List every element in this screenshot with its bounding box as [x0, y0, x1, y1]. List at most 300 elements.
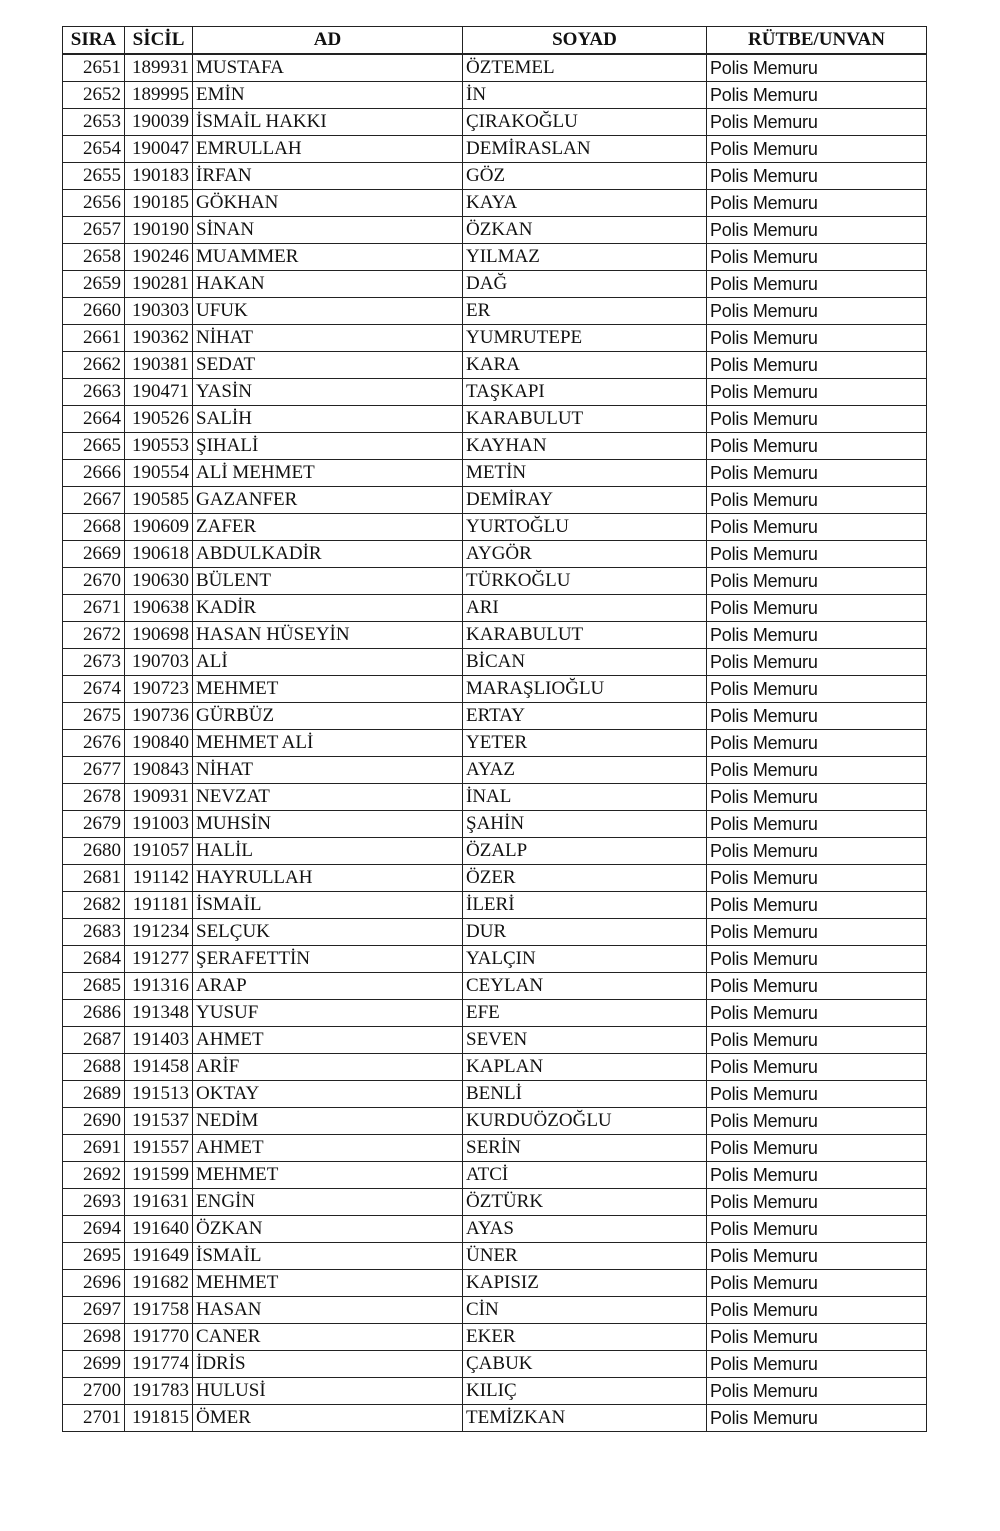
soyad-cell: YILMAZ [463, 244, 707, 271]
rutbe-cell: Polis Memuru [707, 757, 927, 784]
rutbe-cell: Polis Memuru [707, 676, 927, 703]
soyad-cell: ÇABUK [463, 1351, 707, 1378]
rutbe-cell: Polis Memuru [707, 325, 927, 352]
ad-cell: YUSUF [193, 1000, 463, 1027]
rutbe-cell: Polis Memuru [707, 1270, 927, 1297]
soyad-cell: CİN [463, 1297, 707, 1324]
table-row [63, 703, 927, 730]
sira-cell: 2673 [63, 649, 125, 676]
table-row [63, 1405, 927, 1432]
ad-cell: İSMAİL HAKKI [193, 109, 463, 136]
sira-cell: 2694 [63, 1216, 125, 1243]
soyad-cell: CEYLAN [463, 973, 707, 1000]
soyad-cell: TÜRKOĞLU [463, 568, 707, 595]
sira-cell: 2653 [63, 109, 125, 136]
sicil-cell: 191513 [125, 1081, 193, 1108]
rutbe-cell: Polis Memuru [707, 244, 927, 271]
sicil-cell: 191057 [125, 838, 193, 865]
sira-cell: 2697 [63, 1297, 125, 1324]
sira-cell: 2680 [63, 838, 125, 865]
table-row [63, 190, 927, 217]
sira-cell: 2691 [63, 1135, 125, 1162]
table-row [63, 433, 927, 460]
header-sicil: SİCİL [125, 27, 193, 55]
sira-cell: 2665 [63, 433, 125, 460]
table-row [63, 676, 927, 703]
sira-cell: 2670 [63, 568, 125, 595]
table-row [63, 1243, 927, 1270]
sira-cell: 2695 [63, 1243, 125, 1270]
sira-cell: 2661 [63, 325, 125, 352]
rutbe-cell: Polis Memuru [707, 595, 927, 622]
sicil-cell: 190618 [125, 541, 193, 568]
ad-cell: ARAP [193, 973, 463, 1000]
sira-cell: 2693 [63, 1189, 125, 1216]
soyad-cell: METİN [463, 460, 707, 487]
rutbe-cell: Polis Memuru [707, 136, 927, 163]
ad-cell: AHMET [193, 1135, 463, 1162]
sira-cell: 2656 [63, 190, 125, 217]
soyad-cell: EFE [463, 1000, 707, 1027]
sira-cell: 2660 [63, 298, 125, 325]
soyad-cell: GÖZ [463, 163, 707, 190]
sira-cell: 2655 [63, 163, 125, 190]
ad-cell: ALİ [193, 649, 463, 676]
soyad-cell: AYAS [463, 1216, 707, 1243]
rutbe-cell: Polis Memuru [707, 703, 927, 730]
sicil-cell: 190039 [125, 109, 193, 136]
soyad-cell: KAPLAN [463, 1054, 707, 1081]
sicil-cell: 191758 [125, 1297, 193, 1324]
sira-cell: 2657 [63, 217, 125, 244]
table-row [63, 109, 927, 136]
rutbe-cell: Polis Memuru [707, 973, 927, 1000]
soyad-cell: BİCAN [463, 649, 707, 676]
rutbe-cell: Polis Memuru [707, 1189, 927, 1216]
table-row [63, 838, 927, 865]
table-row [63, 460, 927, 487]
table-row [63, 757, 927, 784]
table-row [63, 379, 927, 406]
sicil-cell: 191557 [125, 1135, 193, 1162]
sicil-cell: 190526 [125, 406, 193, 433]
sicil-cell: 191348 [125, 1000, 193, 1027]
sira-cell: 2698 [63, 1324, 125, 1351]
ad-cell: ABDULKADİR [193, 541, 463, 568]
ad-cell: MUAMMER [193, 244, 463, 271]
soyad-cell: ÖZKAN [463, 217, 707, 244]
sicil-cell: 191682 [125, 1270, 193, 1297]
header-rutbe: RÜTBE/UNVAN [707, 27, 927, 55]
sicil-cell: 191631 [125, 1189, 193, 1216]
soyad-cell: DEMİRAY [463, 487, 707, 514]
sira-cell: 2658 [63, 244, 125, 271]
soyad-cell: KURDUÖZOĞLU [463, 1108, 707, 1135]
sira-cell: 2688 [63, 1054, 125, 1081]
table-row [63, 541, 927, 568]
sicil-cell: 190843 [125, 757, 193, 784]
sicil-cell: 191181 [125, 892, 193, 919]
sira-cell: 2685 [63, 973, 125, 1000]
soyad-cell: MARAŞLIOĞLU [463, 676, 707, 703]
table-row [63, 1108, 927, 1135]
table-row [63, 811, 927, 838]
rutbe-cell: Polis Memuru [707, 82, 927, 109]
sira-cell: 2699 [63, 1351, 125, 1378]
ad-cell: İSMAİL [193, 892, 463, 919]
ad-cell: GÖKHAN [193, 190, 463, 217]
sicil-cell: 191770 [125, 1324, 193, 1351]
soyad-cell: YURTOĞLU [463, 514, 707, 541]
soyad-cell: KARABULUT [463, 622, 707, 649]
table-body [63, 54, 927, 1432]
ad-cell: MUHSİN [193, 811, 463, 838]
table-row [63, 649, 927, 676]
soyad-cell: YUMRUTEPE [463, 325, 707, 352]
rutbe-cell: Polis Memuru [707, 1081, 927, 1108]
rutbe-cell: Polis Memuru [707, 1027, 927, 1054]
sicil-cell: 190185 [125, 190, 193, 217]
ad-cell: NİHAT [193, 757, 463, 784]
ad-cell: MEHMET [193, 1162, 463, 1189]
ad-cell: UFUK [193, 298, 463, 325]
sira-cell: 2677 [63, 757, 125, 784]
sicil-cell: 190736 [125, 703, 193, 730]
soyad-cell: DAĞ [463, 271, 707, 298]
table-row [63, 622, 927, 649]
rutbe-cell: Polis Memuru [707, 730, 927, 757]
table-row [63, 784, 927, 811]
rutbe-cell: Polis Memuru [707, 433, 927, 460]
sira-cell: 2689 [63, 1081, 125, 1108]
table-row [63, 163, 927, 190]
ad-cell: NİHAT [193, 325, 463, 352]
sira-cell: 2651 [63, 54, 125, 82]
soyad-cell: ÖZTEMEL [463, 54, 707, 82]
ad-cell: İRFAN [193, 163, 463, 190]
sicil-cell: 190190 [125, 217, 193, 244]
rutbe-cell: Polis Memuru [707, 892, 927, 919]
ad-cell: AHMET [193, 1027, 463, 1054]
soyad-cell: DEMİRASLAN [463, 136, 707, 163]
ad-cell: HAKAN [193, 271, 463, 298]
sicil-cell: 191277 [125, 946, 193, 973]
table-row [63, 1324, 927, 1351]
soyad-cell: AYAZ [463, 757, 707, 784]
rutbe-cell: Polis Memuru [707, 1108, 927, 1135]
table-row [63, 1378, 927, 1405]
ad-cell: ŞIHALİ [193, 433, 463, 460]
personnel-table [62, 26, 927, 1432]
table-row [63, 136, 927, 163]
soyad-cell: ATCİ [463, 1162, 707, 1189]
sira-cell: 2671 [63, 595, 125, 622]
sicil-cell: 190840 [125, 730, 193, 757]
soyad-cell: KILIÇ [463, 1378, 707, 1405]
table-row [63, 487, 927, 514]
sicil-cell: 190723 [125, 676, 193, 703]
sicil-cell: 190362 [125, 325, 193, 352]
table-row [63, 1000, 927, 1027]
sicil-cell: 190609 [125, 514, 193, 541]
ad-cell: SALİH [193, 406, 463, 433]
ad-cell: İSMAİL [193, 1243, 463, 1270]
sira-cell: 2652 [63, 82, 125, 109]
sicil-cell: 191815 [125, 1405, 193, 1432]
soyad-cell: BENLİ [463, 1081, 707, 1108]
soyad-cell: İNAL [463, 784, 707, 811]
table-row [63, 1351, 927, 1378]
table-row [63, 595, 927, 622]
sicil-cell: 191234 [125, 919, 193, 946]
soyad-cell: ÖZTÜRK [463, 1189, 707, 1216]
sicil-cell: 190554 [125, 460, 193, 487]
sicil-cell: 190183 [125, 163, 193, 190]
table-row [63, 1189, 927, 1216]
sira-cell: 2700 [63, 1378, 125, 1405]
soyad-cell: ÇIRAKOĞLU [463, 109, 707, 136]
ad-cell: İDRİS [193, 1351, 463, 1378]
sicil-cell: 191537 [125, 1108, 193, 1135]
rutbe-cell: Polis Memuru [707, 460, 927, 487]
rutbe-cell: Polis Memuru [707, 406, 927, 433]
soyad-cell: AYGÖR [463, 541, 707, 568]
sira-cell: 2672 [63, 622, 125, 649]
ad-cell: HASAN HÜSEYİN [193, 622, 463, 649]
rutbe-cell: Polis Memuru [707, 784, 927, 811]
rutbe-cell: Polis Memuru [707, 1405, 927, 1432]
rutbe-cell: Polis Memuru [707, 649, 927, 676]
ad-cell: YASİN [193, 379, 463, 406]
rutbe-cell: Polis Memuru [707, 271, 927, 298]
sira-cell: 2681 [63, 865, 125, 892]
table-row [63, 730, 927, 757]
sicil-cell: 190047 [125, 136, 193, 163]
sicil-cell: 191640 [125, 1216, 193, 1243]
table-row [63, 568, 927, 595]
soyad-cell: İN [463, 82, 707, 109]
soyad-cell: SERİN [463, 1135, 707, 1162]
rutbe-cell: Polis Memuru [707, 109, 927, 136]
table-row [63, 271, 927, 298]
sicil-cell: 189931 [125, 54, 193, 82]
table-row [63, 1297, 927, 1324]
sira-cell: 2686 [63, 1000, 125, 1027]
table-row [63, 514, 927, 541]
soyad-cell: ÖZER [463, 865, 707, 892]
table-row [63, 892, 927, 919]
ad-cell: NEVZAT [193, 784, 463, 811]
sira-cell: 2687 [63, 1027, 125, 1054]
sira-cell: 2676 [63, 730, 125, 757]
ad-cell: EMRULLAH [193, 136, 463, 163]
soyad-cell: ÖZALP [463, 838, 707, 865]
sicil-cell: 190698 [125, 622, 193, 649]
sicil-cell: 190246 [125, 244, 193, 271]
sicil-cell: 190630 [125, 568, 193, 595]
ad-cell: ŞERAFETTİN [193, 946, 463, 973]
ad-cell: OKTAY [193, 1081, 463, 1108]
sicil-cell: 191649 [125, 1243, 193, 1270]
sira-cell: 2674 [63, 676, 125, 703]
rutbe-cell: Polis Memuru [707, 1351, 927, 1378]
ad-cell: HASAN [193, 1297, 463, 1324]
sicil-cell: 190931 [125, 784, 193, 811]
ad-cell: NEDİM [193, 1108, 463, 1135]
header-ad: AD [193, 27, 463, 55]
ad-cell: HAYRULLAH [193, 865, 463, 892]
table-row [63, 1027, 927, 1054]
table-row [63, 1216, 927, 1243]
ad-cell: ALİ MEHMET [193, 460, 463, 487]
sira-cell: 2669 [63, 541, 125, 568]
ad-cell: SİNAN [193, 217, 463, 244]
ad-cell: MEHMET [193, 1270, 463, 1297]
sira-cell: 2683 [63, 919, 125, 946]
soyad-cell: ÜNER [463, 1243, 707, 1270]
rutbe-cell: Polis Memuru [707, 1216, 927, 1243]
ad-cell: ÖZKAN [193, 1216, 463, 1243]
sicil-cell: 191403 [125, 1027, 193, 1054]
rutbe-cell: Polis Memuru [707, 622, 927, 649]
sira-cell: 2684 [63, 946, 125, 973]
ad-cell: EMİN [193, 82, 463, 109]
sira-cell: 2664 [63, 406, 125, 433]
rutbe-cell: Polis Memuru [707, 1297, 927, 1324]
sira-cell: 2682 [63, 892, 125, 919]
sira-cell: 2668 [63, 514, 125, 541]
ad-cell: SEDAT [193, 352, 463, 379]
sicil-cell: 190585 [125, 487, 193, 514]
rutbe-cell: Polis Memuru [707, 514, 927, 541]
rutbe-cell: Polis Memuru [707, 1135, 927, 1162]
ad-cell: KADİR [193, 595, 463, 622]
sicil-cell: 190381 [125, 352, 193, 379]
table-row [63, 217, 927, 244]
ad-cell: GÜRBÜZ [193, 703, 463, 730]
sira-cell: 2663 [63, 379, 125, 406]
ad-cell: MUSTAFA [193, 54, 463, 82]
sicil-cell: 190553 [125, 433, 193, 460]
table-row [63, 325, 927, 352]
ad-cell: SELÇUK [193, 919, 463, 946]
rutbe-cell: Polis Memuru [707, 1324, 927, 1351]
rutbe-cell: Polis Memuru [707, 838, 927, 865]
rutbe-cell: Polis Memuru [707, 352, 927, 379]
rutbe-cell: Polis Memuru [707, 1378, 927, 1405]
sira-cell: 2667 [63, 487, 125, 514]
table-row [63, 1135, 927, 1162]
sira-cell: 2662 [63, 352, 125, 379]
ad-cell: CANER [193, 1324, 463, 1351]
soyad-cell: ŞAHİN [463, 811, 707, 838]
ad-cell: MEHMET [193, 676, 463, 703]
ad-cell: HULUSİ [193, 1378, 463, 1405]
sicil-cell: 191003 [125, 811, 193, 838]
rutbe-cell: Polis Memuru [707, 54, 927, 82]
sicil-cell: 191599 [125, 1162, 193, 1189]
ad-cell: GAZANFER [193, 487, 463, 514]
table-row [63, 298, 927, 325]
table-row [63, 919, 927, 946]
soyad-cell: KAPISIZ [463, 1270, 707, 1297]
sira-cell: 2679 [63, 811, 125, 838]
sira-cell: 2675 [63, 703, 125, 730]
table-row [63, 865, 927, 892]
rutbe-cell: Polis Memuru [707, 1243, 927, 1270]
table-row [63, 54, 927, 82]
soyad-cell: SEVEN [463, 1027, 707, 1054]
rutbe-cell: Polis Memuru [707, 1054, 927, 1081]
table-row [63, 1081, 927, 1108]
soyad-cell: KARA [463, 352, 707, 379]
sira-cell: 2696 [63, 1270, 125, 1297]
rutbe-cell: Polis Memuru [707, 217, 927, 244]
sicil-cell: 190303 [125, 298, 193, 325]
sicil-cell: 190471 [125, 379, 193, 406]
soyad-cell: ARI [463, 595, 707, 622]
rutbe-cell: Polis Memuru [707, 379, 927, 406]
rutbe-cell: Polis Memuru [707, 919, 927, 946]
ad-cell: BÜLENT [193, 568, 463, 595]
ad-cell: MEHMET ALİ [193, 730, 463, 757]
rutbe-cell: Polis Memuru [707, 190, 927, 217]
soyad-cell: ERTAY [463, 703, 707, 730]
soyad-cell: TAŞKAPI [463, 379, 707, 406]
rutbe-cell: Polis Memuru [707, 946, 927, 973]
soyad-cell: EKER [463, 1324, 707, 1351]
table-row [63, 352, 927, 379]
rutbe-cell: Polis Memuru [707, 568, 927, 595]
soyad-cell: KAYHAN [463, 433, 707, 460]
sicil-cell: 191458 [125, 1054, 193, 1081]
ad-cell: ARİF [193, 1054, 463, 1081]
rutbe-cell: Polis Memuru [707, 298, 927, 325]
table-row [63, 244, 927, 271]
table-header-row [63, 27, 927, 55]
sicil-cell: 191774 [125, 1351, 193, 1378]
sicil-cell: 190281 [125, 271, 193, 298]
soyad-cell: YALÇIN [463, 946, 707, 973]
table-row [63, 973, 927, 1000]
sicil-cell: 191316 [125, 973, 193, 1000]
sicil-cell: 191142 [125, 865, 193, 892]
sira-cell: 2690 [63, 1108, 125, 1135]
ad-cell: ZAFER [193, 514, 463, 541]
table-row [63, 1270, 927, 1297]
table-row [63, 946, 927, 973]
soyad-cell: KARABULUT [463, 406, 707, 433]
header-sira: SIRA [63, 27, 125, 55]
rutbe-cell: Polis Memuru [707, 1162, 927, 1189]
soyad-cell: DUR [463, 919, 707, 946]
table-row [63, 82, 927, 109]
sira-cell: 2678 [63, 784, 125, 811]
sicil-cell: 191783 [125, 1378, 193, 1405]
rutbe-cell: Polis Memuru [707, 1000, 927, 1027]
sira-cell: 2654 [63, 136, 125, 163]
rutbe-cell: Polis Memuru [707, 163, 927, 190]
soyad-cell: İLERİ [463, 892, 707, 919]
rutbe-cell: Polis Memuru [707, 865, 927, 892]
soyad-cell: ER [463, 298, 707, 325]
header-soyad: SOYAD [463, 27, 707, 55]
table-row [63, 406, 927, 433]
ad-cell: HALİL [193, 838, 463, 865]
ad-cell: ENGİN [193, 1189, 463, 1216]
sira-cell: 2659 [63, 271, 125, 298]
rutbe-cell: Polis Memuru [707, 487, 927, 514]
